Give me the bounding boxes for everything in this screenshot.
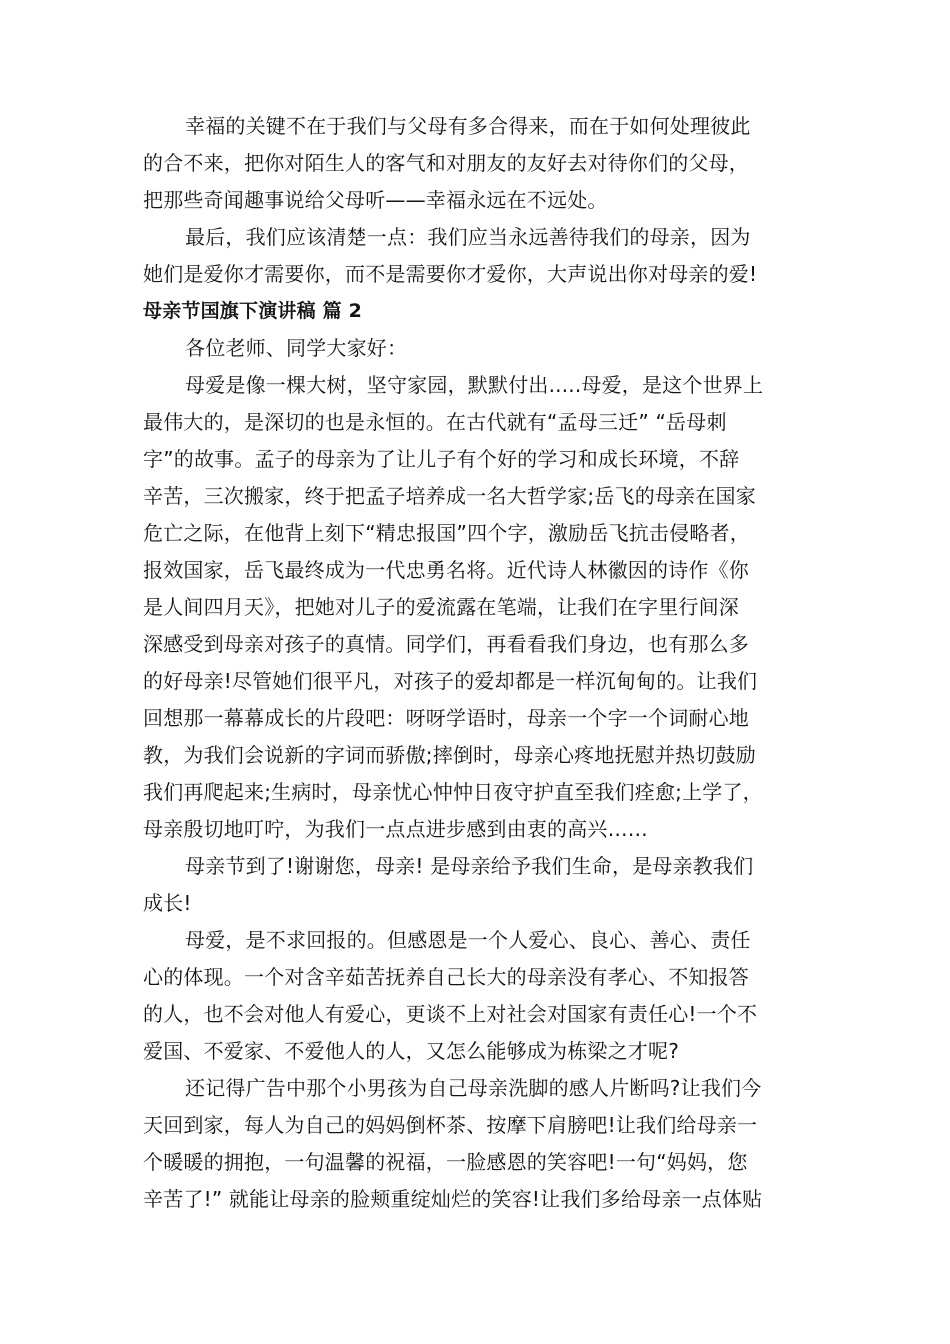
text-line: 辛苦，三次搬家，终于把孟子培养成一名大哲学家;岳飞的母亲在国家 [143, 484, 756, 508]
text-line: 心的体现。一个对含辛茹苦抚养自己长大的母亲没有孝心、不知报答 [143, 965, 749, 989]
text-line: 报效国家，岳飞最终成为一代忠勇名将。近代诗人林徽因的诗作《你 [143, 558, 749, 582]
text-line: 辛苦了!” 就能让母亲的脸颊重绽灿烂的笑容!让我们多给母亲一点体贴 [143, 1187, 763, 1211]
text-line: 天回到家，每人为自己的妈妈倒杯茶、按摩下肩膀吧!让我们给母亲一 [143, 1113, 758, 1137]
text-line: 教，为我们会说新的字词而骄傲;摔倒时，母亲心疼地抚慰并热切鼓励 [143, 743, 756, 767]
text-line: 幸福的关键不在于我们与父母有多合得来，而在于如何处理彼此 [185, 114, 751, 138]
text-line: 是人间四月天》，把她对儿子的爱流露在笔端，让我们在字里行间深 [143, 595, 739, 619]
text-line: 成长! [143, 891, 192, 915]
document-body [143, 108, 813, 1218]
text-line: 母亲节到了!谢谢您，母亲! 是母亲给予我们生命，是母亲教我们 [185, 854, 754, 878]
text-line: 个暖暖的拥抱，一句温馨的祝福，一脸感恩的笑容吧!一句“妈妈，您 [143, 1150, 748, 1174]
text-line: 最伟大的，是深切的也是永恒的。在古代就有“孟母三迁” “岳母刺 [143, 410, 727, 434]
text-line: 的人，也不会对他人有爱心，更谈不上对社会对国家有责任心!一个不 [143, 1002, 758, 1026]
text-line: 最后，我们应该清楚一点：我们应当永远善待我们的母亲，因为 [185, 225, 751, 249]
text-line: 的好母亲!尽管她们很平凡，对孩子的爱却都是一样沉甸甸的。让我们 [143, 669, 758, 693]
text-line: 还记得广告中那个小男孩为自己母亲洗脚的感人片断吗?让我们今 [185, 1076, 762, 1100]
text-line: 的合不来，把你对陌生人的客气和对朋友的友好去对待你们的父母， [143, 151, 749, 175]
text-line: 回想那一幕幕成长的片段吧：呀呀学语时，母亲一个字一个词耐心地 [143, 706, 749, 730]
section-heading: 母亲节国旗下演讲稿 篇 2 [143, 300, 363, 322]
text-line: 字”的故事。孟子的母亲为了让儿子有个好的学习和成长环境，不辞 [143, 447, 740, 471]
text-line: 她们是爱你才需要你，而不是需要你才爱你，大声说出你对母亲的爱! [143, 262, 758, 286]
text-line: 母爱是像一棵大树，坚守家园，默默付出.....母爱，是这个世界上 [185, 373, 764, 397]
text-line: 危亡之际，在他背上刻下“精忠报国”四个字，激励岳飞抗击侵略者， [143, 521, 750, 545]
text-line: 把那些奇闻趣事说给父母听——幸福永远在不远处。 [143, 188, 608, 212]
text-line: 母爱，是不求回报的。但感恩是一个人爱心、良心、善心、责任 [185, 928, 751, 952]
text-line: 深感受到母亲对孩子的真情。同学们，再看看我们身边，也有那么多 [143, 632, 749, 656]
text-line: 各位老师、同学大家好： [185, 336, 408, 360]
text-line: 母亲殷切地叮咛，为我们一点点进步感到由衷的高兴…… [143, 817, 648, 841]
text-line: 爱国、不爱家、不爱他人的人，又怎么能够成为栋梁之才呢? [143, 1039, 680, 1063]
text-line: 我们再爬起来;生病时，母亲忧心忡忡日夜守护直至我们痊愈;上学了， [143, 780, 763, 804]
